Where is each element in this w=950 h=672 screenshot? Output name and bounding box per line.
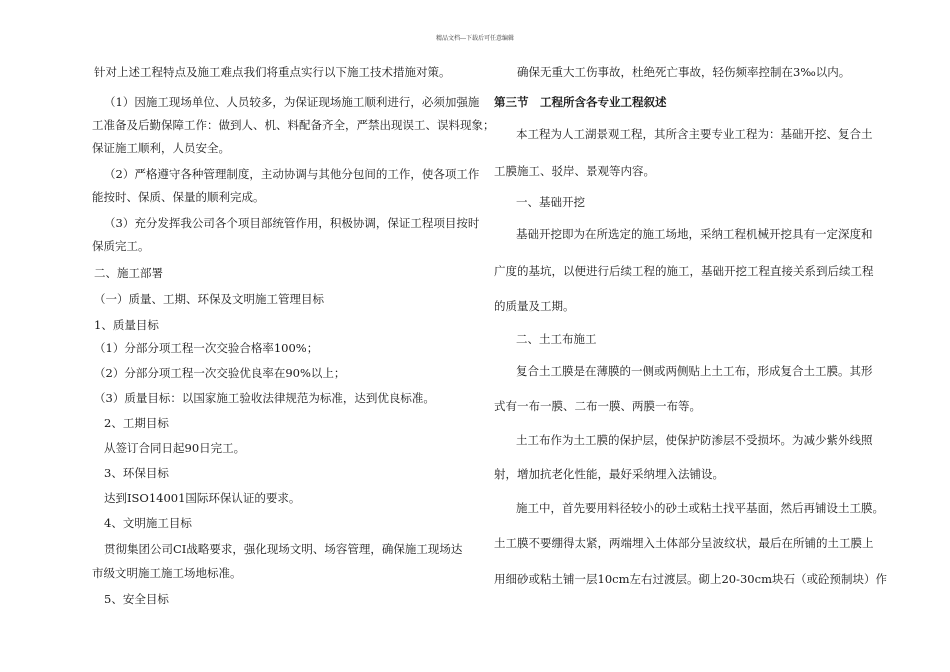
paragraph-line: 的质量及工期。: [494, 299, 575, 313]
paragraph-line: 土工膜不要绷得太紧，两端埋入土体部分呈波纹状，最后在所铺的土工膜上: [494, 536, 874, 550]
paragraph-line: 达到ISO14001国际环保认证的要求。: [104, 491, 301, 505]
paragraph-line: （1）分部分项工程一次交验合格率100%；: [94, 341, 319, 355]
section-heading: 二、施工部署: [94, 266, 163, 280]
paragraph-line: 能按时、保质、保量的顺利完成。: [92, 190, 265, 204]
paragraph-line: （3）质量目标：以国家施工验收法律规范为标准，达到优良标准。: [94, 391, 435, 405]
paragraph-line: 广度的基坑，以便进行后续工程的施工，基础开挖工程直接关系到后续工程: [494, 264, 874, 278]
paragraph-line: 本工程为人工湖景观工程，其所含主要专业工程为：基础开挖、复合土: [516, 127, 873, 141]
paragraph-line: （3）充分发挥我公司各个项目部统管作用，积极协调，保证工程项目按时: [104, 216, 480, 230]
paragraph-line: 工准备及后勤保障工作：做到人、机、料配备齐全，严禁出现误工、误料现象；: [92, 118, 495, 132]
item-heading: 1、质量目标: [94, 318, 159, 332]
paragraph-line: 从签订合同日起90日完工。: [104, 441, 246, 455]
paragraph-line: （2）严格遵守各种管理制度，主动协调与其他分包间的工作，使各项工作: [104, 167, 480, 181]
paragraph-line: 贯彻集团公司CI战略要求，强化现场文明、场容管理，确保施工现场达: [104, 542, 463, 556]
page-header: 精品文档---下载后可任意编辑: [435, 35, 515, 42]
paragraph-line: 基础开挖即为在所选定的施工场地，采纳工程机械开挖具有一定深度和: [516, 227, 873, 241]
paragraph-line: 用细砂或粘土铺一层10cm左右过渡层。砌上20-30cm块石（或砼预制块）作: [494, 572, 887, 586]
item-heading: 3、环保目标: [104, 466, 169, 480]
paragraph-line: 射，增加抗老化性能，最好采纳埋入法铺设。: [494, 467, 724, 481]
item-heading: 4、文明施工目标: [104, 516, 192, 530]
paragraph-line: 保证施工顺利，人员安全。: [92, 141, 230, 155]
paragraph-line: 针对上述工程特点及施工难点我们将重点实行以下施工技术措施对策。: [94, 65, 451, 79]
item-heading: 5、安全目标: [104, 592, 169, 606]
paragraph-line: 工膜施工、驳岸、景观等内容。: [494, 164, 655, 178]
paragraph-line: 确保无重大工伤事故，杜绝死亡事故，轻伤频率控制在3‰以内。: [517, 65, 851, 79]
section-title: 第三节 工程所含各专业工程叙述: [494, 95, 667, 109]
item-heading: 2、工期目标: [104, 416, 169, 430]
subsection-heading: 一、基础开挖: [516, 195, 585, 209]
paragraph-line: （2）分部分项工程一次交验优良率在90%以上；: [94, 366, 346, 380]
paragraph-line: 施工中，首先要用料径较小的砂土或粘土找平基面，然后再铺设土工膜。: [516, 501, 884, 515]
paragraph-line: 保质完工。: [92, 239, 150, 253]
paragraph-line: 土工布作为土工膜的保护层，使保护防渗层不受损坏。为减少紫外线照: [516, 433, 873, 447]
paragraph-line: 式有一布一膜、二布一膜、两膜一布等。: [494, 399, 701, 413]
paragraph-line: 复合土工膜是在薄膜的一侧或两侧贴上土工布，形成复合土工膜。其形: [516, 364, 873, 378]
paragraph-line: （1）因施工现场单位、人员较多，为保证现场施工顺利进行，必须加强施: [104, 95, 480, 109]
subsection-heading: （一）质量、工期、环保及文明施工管理目标: [94, 292, 324, 306]
paragraph-line: 市级文明施工施工场地标准。: [92, 566, 242, 580]
subsection-heading: 二、土工布施工: [516, 332, 597, 346]
